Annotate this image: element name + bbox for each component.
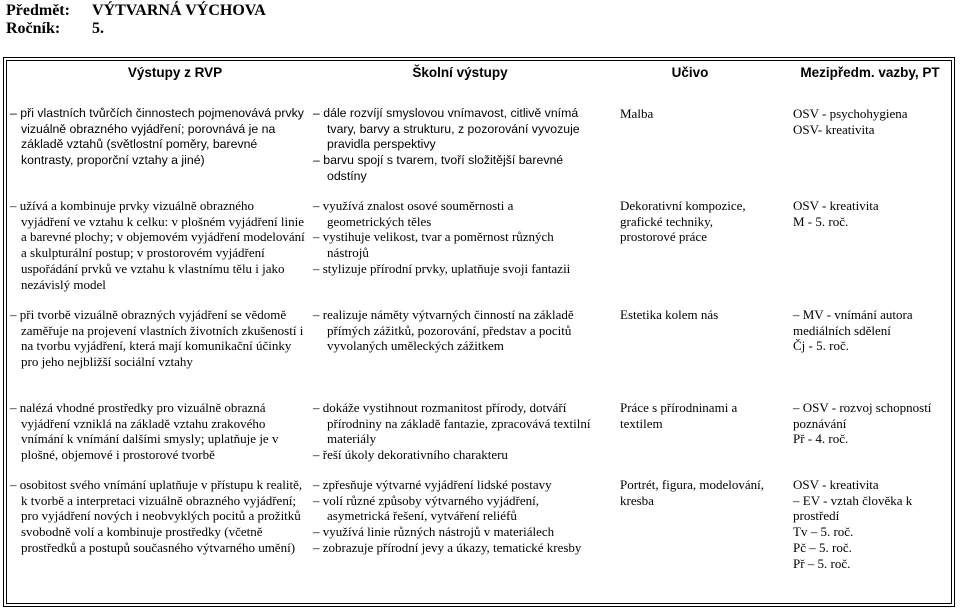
subject-label: Předmět: [6, 2, 70, 19]
column-header-rvp: Výstupy z RVP [127, 65, 223, 80]
list-item: – realizuje náměty výtvarných činností na základě přímých zážitků, pozorování, představ a pocitů vyvolaných uměleckých zážitkem [313, 307, 603, 354]
table-row-4-ucivo: Práce s přírodninami a textilem [620, 400, 738, 431]
table-row-4-vazby: – OSV - rozvoj schopností poznávání Př - 4. roč. [793, 400, 933, 447]
table-row-3-vazby: – MV - vnímání autora mediálních sdělení Čj - 5. roč. [793, 307, 933, 354]
subject-value: VÝTVARNÁ VÝCHOVA [92, 2, 266, 19]
table-row-3-rvp: – při tvorbě vizuálně obrazných vyjádření se vědomě zaměřuje na projevení vlastních životních zkušeností i na tvorbu vyjádření, která mají komunikační účinky pro jeho nejbližší sociální vztahy [10, 307, 306, 370]
list-item: – stylizuje přírodní prvky, uplatňuje svoji fantazii [313, 261, 583, 277]
grade-label: Ročník: [6, 20, 61, 37]
table-row-3-skolni [313, 307, 603, 354]
list-item: – volí různé způsoby výtvarného vyjádření, asymetrická řešení, vytváření reliéfů [313, 493, 598, 524]
column-header-vazby: Mezipředm. vazby, PT [800, 65, 940, 80]
table-row-1-vazby: OSV - psychohygiena OSV- kreativita [793, 106, 908, 137]
table-row-4-skolni [313, 400, 595, 463]
column-header-skolni: Školní výstupy [412, 65, 508, 80]
table-row-1-rvp: – při vlastních tvůrčích činnostech pojmenovává prvky vizuálně obrazného vyjádření; porovnává je na základě vztahů (světlostní poměry, barevné kontrasty, proporční vztahy a jiné) [10, 106, 310, 169]
table-row-2-ucivo: Dekorativní kompozice, grafické techniky, prostorové práce [620, 198, 746, 245]
list-item: – barvu spojí s tvarem, tvoří složitější barevné odstíny [313, 153, 593, 184]
list-item: – zobrazuje přírodní jevy a úkazy, tematické kresby [313, 540, 598, 556]
table-row-1-ucivo: Malba [620, 106, 654, 121]
table-row-1-skolni [313, 106, 593, 185]
list-item: – dokáže vystihnout rozmanitost přírody, dotváří přírodniny na základě fantazie, zpracovává textilní materiály [313, 400, 595, 447]
list-item: – využívá linie různých nástrojů v materiálech [313, 524, 598, 540]
table-row-5-vazby: OSV - kreativita – EV - vztah člověka k prostředí Tv – 5. roč. Pč – 5. roč. Př – 5. roč. [793, 477, 923, 571]
table-row-5-ucivo: Portrét, figura, modelování, kresba [620, 477, 765, 508]
table-row-2-rvp: – užívá a kombinuje prvky vizuálně obrazného vyjádření ve vztahu k celku: v plošném vyjádření linie a barevné plochy; v objemovém vyjádření modelování a skulpturální postup; v prostorovém vyjádření uspořádání prvků ve vztahu k vlastnímu tělu i jako nezávislý model [10, 198, 306, 292]
table-row-3-ucivo: Estetika kolem nás [620, 307, 719, 322]
table-row-5-skolni [313, 477, 598, 556]
list-item: – zpřesňuje výtvarné vyjádření lidské postavy [313, 477, 598, 493]
subject-line [6, 2, 266, 20]
column-header-ucivo: Učivo [671, 65, 709, 80]
table-row-2-vazby: OSV - kreativita M - 5. roč. [793, 198, 879, 229]
list-item: – vystihuje velikost, tvar a poměrnost různých nástrojů [313, 229, 583, 260]
list-item: – využívá znalost osové souměrnosti a geometrických těles [313, 198, 583, 229]
table-row-2-skolni [313, 198, 583, 277]
grade-line [6, 20, 104, 38]
table-row-4-rvp: – nalézá vhodné prostředky pro vizuálně obrazná vyjádření vzniklá na základě vztahu zrakového vnímání k vnímání dalšími smysly; uplatňuje je v plošné, objemové i prostorové tvorbě [10, 400, 306, 463]
grade-value: 5. [92, 20, 104, 37]
table-row-5-rvp: – osobitost svého vnímání uplatňuje v přístupu k realitě, k tvorbě a interpretaci vizuálně obrazného vyjádření; pro vyjádření nových i neobvyklých pocitů a prožitků svobodně volí a kombinuje prostředky (včetně prostředků a postupů současného výtvarného umění) [10, 477, 306, 556]
list-item: – řeší úkoly dekorativního charakteru [313, 447, 595, 463]
list-item: – dále rozvíjí smyslovou vnímavost, citlivě vnímá tvary, barvy a strukturu, z pozorování vyvozuje pravidla perspektivy [313, 106, 593, 153]
